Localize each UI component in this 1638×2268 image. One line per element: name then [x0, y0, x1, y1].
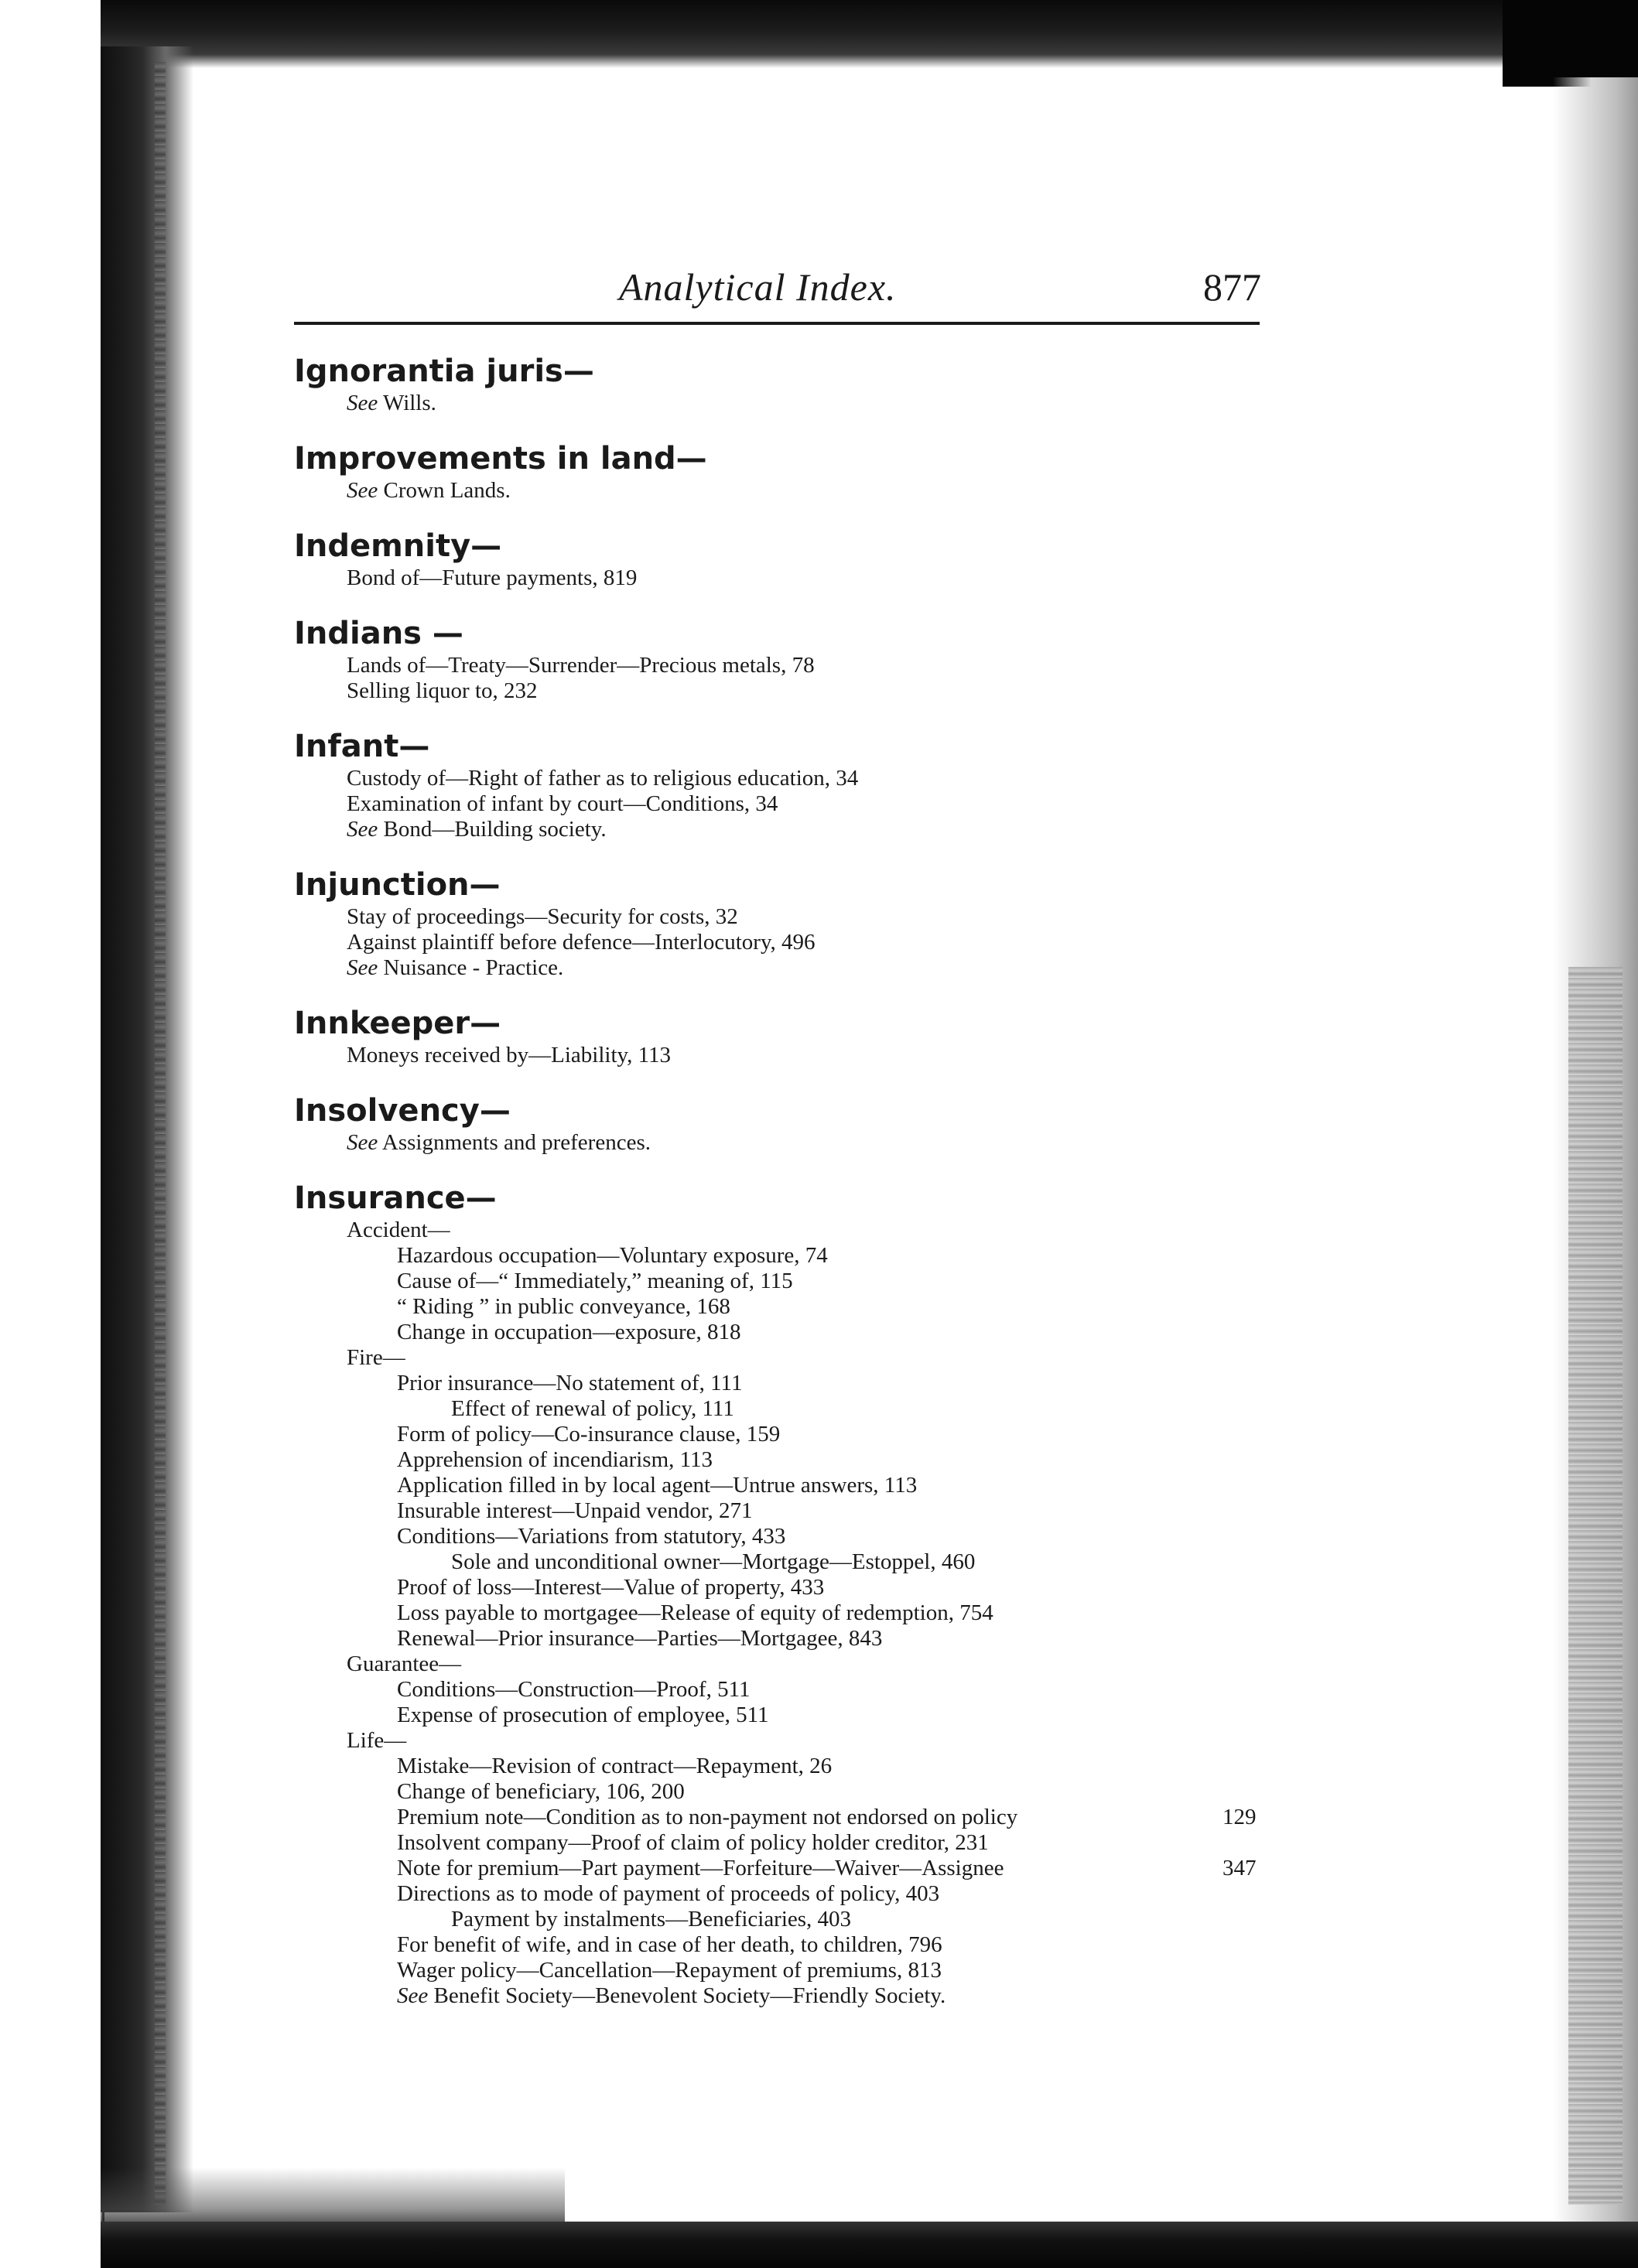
index-subentry — [294, 1575, 1300, 1600]
header-rule — [294, 322, 1260, 325]
index-subentry — [294, 1881, 1300, 1907]
subentry-text: Change of beneficiary, 106, 200 — [397, 1779, 685, 1804]
subentry-text: Benefit Society—Benevolent Society—Friendly Society. — [433, 1983, 946, 2008]
entry-sublines — [294, 478, 1300, 504]
index-subentry — [294, 1371, 1300, 1396]
index-subentry — [294, 1447, 1300, 1473]
subentry-text: Wager policy—Cancellation—Repayment of premiums, 813 — [397, 1958, 942, 1983]
index-subentry — [294, 930, 1300, 955]
index-subentry — [294, 817, 1300, 842]
index-entry — [294, 614, 1300, 704]
subentry-text: Effect of renewal of policy, 111 — [451, 1396, 734, 1421]
index-subentry — [294, 1422, 1300, 1447]
entry-sublines — [294, 1130, 1300, 1156]
subentry-text: Stay of proceedings—Security for costs, 32 — [347, 904, 738, 929]
entry-heading: Insolvency— — [294, 1093, 511, 1129]
index-subentry — [294, 904, 1300, 930]
index-entry — [294, 1179, 1300, 2009]
subentry-text: Wills. — [382, 391, 436, 415]
index-entry — [294, 439, 1300, 504]
subentry-text: Bond—Building society. — [383, 817, 607, 842]
entry-heading: Insurance— — [294, 1180, 497, 1216]
see-reference-marker: See — [347, 1130, 378, 1155]
index-subentry — [294, 1703, 1300, 1728]
index-subentry — [294, 1983, 1300, 2009]
entry-heading: Indemnity— — [294, 528, 502, 564]
entry-heading: Indians — — [294, 616, 463, 651]
subentry-text: Life— — [347, 1728, 407, 1753]
subentry-text: Conditions—Construction—Proof, 511 — [397, 1677, 751, 1702]
index-subentry — [294, 1677, 1300, 1703]
entry-sublines — [294, 904, 1300, 981]
subentry-text: Insolvent company—Proof of claim of policy holder creditor, 231 — [397, 1830, 989, 1855]
subentry-text: Nuisance - Practice. — [383, 955, 564, 980]
entry-sublines — [294, 653, 1300, 704]
index-subentry — [294, 1130, 1300, 1156]
index-entry — [294, 866, 1300, 981]
subentry-text: Expense of prosecution of employee, 511 — [397, 1703, 769, 1727]
index-subentry — [294, 1626, 1300, 1651]
index-subentry — [294, 1294, 1300, 1320]
subentry-text: Conditions—Variations from statutory, 433 — [397, 1524, 786, 1549]
index-subentry — [294, 1345, 1300, 1371]
index-subentry — [294, 565, 1300, 591]
index-subentry — [294, 1549, 1300, 1575]
book-gutter-texture — [155, 62, 166, 2205]
subentry-text: Note for premium—Part payment—Forfeiture—Waiver—Assignee — [397, 1856, 1004, 1880]
see-reference-marker: See — [347, 817, 378, 842]
see-reference-marker: See — [397, 1983, 429, 2008]
index-subentry — [294, 791, 1300, 817]
index-subentry — [294, 391, 1300, 416]
index-subentry — [294, 1498, 1300, 1524]
entry-heading: Improvements in land— — [294, 441, 707, 476]
index-subentry — [294, 1218, 1300, 1243]
subentry-text: Crown Lands. — [383, 478, 511, 503]
entry-sublines — [294, 391, 1300, 416]
scan-shadow-top-right — [1503, 0, 1638, 87]
subentry-text: Accident— — [347, 1218, 450, 1242]
subentry-text: Against plaintiff before defence—Interlocutory, 496 — [347, 930, 816, 955]
subentry-text: Fire— — [347, 1345, 405, 1370]
subentry-text: Directions as to mode of payment of proceeds of policy, 403 — [397, 1881, 940, 1906]
running-head-title: Analytical Index. — [619, 265, 897, 309]
facing-page-edge — [0, 0, 104, 2268]
subentry-text: Lands of—Treaty—Surrender—Precious metals, 78 — [347, 653, 815, 678]
subentry-text: Custody of—Right of father as to religious education, 34 — [347, 766, 859, 791]
index-subentry — [294, 1396, 1300, 1422]
index-entry — [294, 352, 1300, 416]
scan-shadow-top — [101, 0, 1509, 68]
index-subentry — [294, 1728, 1300, 1754]
subentry-text: Premium note—Condition as to non-payment not endorsed on policy — [397, 1805, 1018, 1829]
subentry-text: Renewal—Prior insurance—Parties—Mortgagee, 843 — [397, 1626, 883, 1651]
index-entry — [294, 1004, 1300, 1068]
index-body — [294, 352, 1300, 2032]
see-reference-marker: See — [347, 391, 378, 415]
entry-sublines — [294, 766, 1300, 842]
subentry-text: Cause of—“ Immediately,” meaning of, 115 — [397, 1269, 793, 1293]
index-subentry — [294, 1243, 1300, 1269]
running-head — [294, 265, 1261, 319]
subentry-text: Prior insurance—No statement of, 111 — [397, 1371, 743, 1395]
subentry-text: Guarantee— — [347, 1651, 462, 1676]
entry-heading: Infant— — [294, 729, 430, 764]
subentry-text: Examination of infant by court—Conditions, 34 — [347, 791, 778, 816]
subentry-text: Proof of loss—Interest—Value of property, 433 — [397, 1575, 825, 1600]
index-subentry — [294, 1524, 1300, 1549]
index-subentry — [294, 1958, 1300, 1983]
subentry-text: “ Riding ” in public conveyance, 168 — [397, 1294, 730, 1319]
subentry-text: Mistake—Revision of contract—Repayment, 26 — [397, 1754, 833, 1778]
index-subentry — [294, 1269, 1300, 1294]
index-subentry — [294, 653, 1300, 678]
subentry-text: For benefit of wife, and in case of her death, to children, 796 — [397, 1932, 942, 1957]
subentry-text: Change in occupation—exposure, 818 — [397, 1320, 741, 1344]
index-entry — [294, 527, 1300, 591]
entry-heading: Injunction— — [294, 867, 501, 903]
subentry-text: Loss payable to mortgagee—Release of equity of redemption, 754 — [397, 1600, 993, 1625]
scan-shadow-bottom — [101, 2222, 1638, 2268]
entry-sublines — [294, 565, 1300, 591]
index-subentry — [294, 766, 1300, 791]
book-gutter-shadow — [101, 46, 193, 2212]
subentry-text: Moneys received by—Liability, 113 — [347, 1043, 672, 1067]
page-number: 877 — [1203, 265, 1261, 309]
entry-heading: Innkeeper— — [294, 1006, 501, 1041]
subentry-text: Insurable interest—Unpaid vendor, 271 — [397, 1498, 753, 1523]
entry-sublines — [294, 1218, 1300, 2009]
index-subentry — [294, 1805, 1300, 1830]
entry-sublines — [294, 1043, 1300, 1068]
index-subentry — [294, 678, 1300, 704]
entry-heading: Ignorantia juris— — [294, 354, 594, 389]
index-subentry — [294, 1473, 1300, 1498]
index-subentry — [294, 1600, 1300, 1626]
index-subentry — [294, 1907, 1300, 1932]
see-reference-marker: See — [347, 478, 378, 503]
index-subentry — [294, 1856, 1300, 1881]
page-reference: 129 — [1223, 1805, 1257, 1829]
subentry-text: Form of policy—Co-insurance clause, 159 — [397, 1422, 781, 1447]
page-edge-texture-right — [1568, 967, 1623, 2205]
subentry-text: Payment by instalments—Beneficiaries, 403 — [451, 1907, 852, 1932]
index-entry — [294, 1091, 1300, 1156]
index-entry — [294, 727, 1300, 842]
page-reference: 347 — [1223, 1856, 1257, 1880]
subentry-text: Application filled in by local agent—Untrue answers, 113 — [397, 1473, 918, 1498]
index-subentry — [294, 1043, 1300, 1068]
subentry-text: Selling liquor to, 232 — [347, 678, 538, 703]
see-reference-marker: See — [347, 955, 378, 980]
subentry-text: Apprehension of incendiarism, 113 — [397, 1447, 713, 1472]
subentry-text: Assignments and preferences. — [381, 1130, 651, 1155]
index-subentry — [294, 955, 1300, 981]
index-subentry — [294, 1754, 1300, 1779]
subentry-text: Hazardous occupation—Voluntary exposure, 74 — [397, 1243, 828, 1268]
subentry-text: Bond of—Future payments, 819 — [347, 565, 638, 590]
index-subentry — [294, 1651, 1300, 1677]
index-subentry — [294, 1779, 1300, 1805]
index-subentry — [294, 478, 1300, 504]
index-subentry — [294, 1830, 1300, 1856]
subentry-text: Sole and unconditional owner—Mortgage—Estoppel, 460 — [451, 1549, 976, 1574]
index-subentry — [294, 1932, 1300, 1958]
index-subentry — [294, 1320, 1300, 1345]
